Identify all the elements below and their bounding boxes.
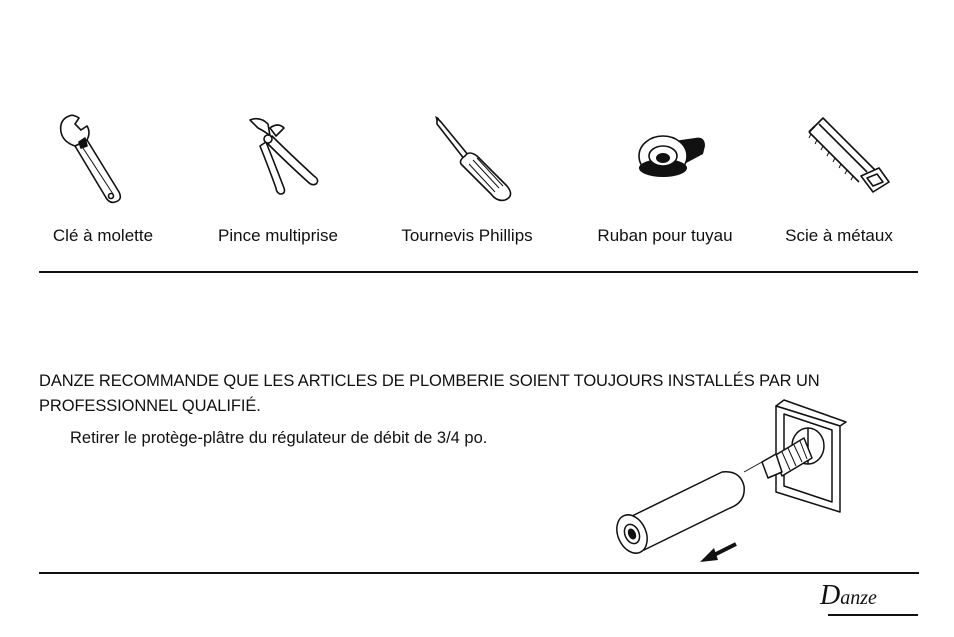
tool-label: Ruban pour tuyau	[597, 226, 733, 245]
bottom-divider	[39, 572, 919, 574]
tool-slip-joint-pliers	[193, 112, 363, 246]
instruction-text: Retirer le protège-plâtre du régulateur de débit de 3/4 po.	[70, 429, 488, 447]
plaster-guard-diagram	[604, 398, 864, 568]
adjustable-wrench-icon	[43, 112, 163, 208]
removal-arrow-icon	[700, 544, 736, 562]
phillips-screwdriver-icon	[407, 112, 527, 208]
tool-label: Clé à molette	[52, 226, 154, 245]
pipe-tape-icon	[605, 112, 725, 208]
logo-underline	[828, 614, 918, 616]
tool-pipe-tape	[580, 112, 750, 246]
logo-rest: anze	[840, 587, 877, 609]
tool-phillips-screwdriver	[382, 112, 552, 246]
tool-hacksaw	[754, 112, 924, 246]
top-divider	[39, 271, 918, 273]
slip-joint-pliers-icon	[218, 112, 338, 208]
tool-label: Tournevis Phillips	[401, 226, 533, 245]
hacksaw-icon	[779, 112, 899, 208]
tool-label: Pince multiprise	[218, 226, 338, 245]
tool-label: Scie à métaux	[785, 226, 893, 245]
danze-logo	[820, 580, 877, 612]
warning-text: DANZE RECOMMANDE QUE LES ARTICLES DE PLOMBERIE SOIENT TOUJOURS INSTALLÉS PAR UN PROFESSIONNEL QUALIFIÉ.	[39, 372, 820, 415]
tools-row	[0, 0, 954, 260]
logo-initial: D	[820, 580, 841, 611]
tool-adjustable-wrench	[18, 112, 188, 246]
